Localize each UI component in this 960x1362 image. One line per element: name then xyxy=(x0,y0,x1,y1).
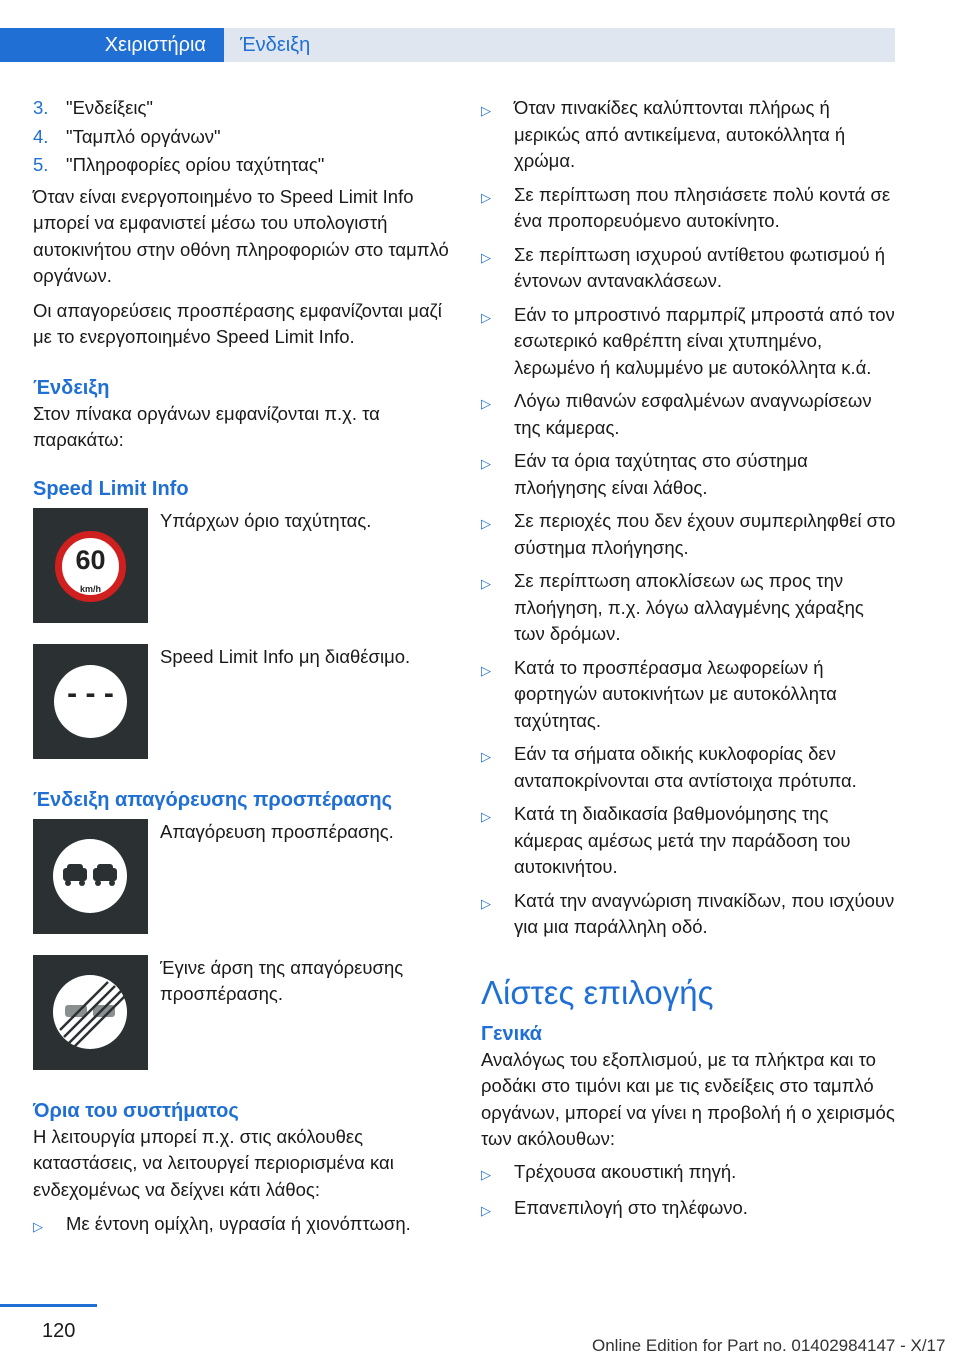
triangle-bullet-icon: ▷ xyxy=(481,895,491,911)
speed-limit-unavailable-image xyxy=(33,644,148,759)
paragraph: Οι απαγορεύσεις προσπέρασης εμφανίζονται μαζί με το ενεργοποιημένο Speed Limit Info. xyxy=(33,299,442,347)
triangle-bullet-icon: ▷ xyxy=(481,1166,491,1182)
figure-speed-limit xyxy=(33,508,451,623)
section-heading: Γενικά xyxy=(481,1022,542,1045)
figure-no-overtaking-end xyxy=(33,955,451,1070)
list-item: ▷ Λόγω πιθανών εσφαλμένων αναγνωρίσεων της κάμερας. xyxy=(481,388,899,441)
subsection-heading: Speed Limit Info xyxy=(33,477,189,500)
speed-limit-60-image xyxy=(33,508,148,623)
chapter-heading: Λίστες επιλογής xyxy=(481,973,714,1011)
section-heading: Ένδειξη απαγόρευσης προσπέρασης xyxy=(33,788,392,811)
paragraph: Αναλόγως του εξοπλισμού, με τα πλήκτρα και το ροδάκι στο τιμόνι και με τις ενδείξεις στο ταμπλό οργάνων, μπορεί να γίνει η προβολή ή ο χειρισμός των ακόλουθων: xyxy=(481,1048,895,1149)
section-heading: Όρια του συστήματος xyxy=(33,1099,239,1122)
right-column xyxy=(481,95,899,1232)
header-bar xyxy=(0,0,960,62)
paragraph: Η λειτουργία μπορεί π.χ. στις ακόλουθες καταστάσεις, να λειτουργεί περιορισμένα και ενδεχομένως να δείχνει κάτι λάθος: xyxy=(33,1125,394,1200)
triangle-bullet-icon: ▷ xyxy=(481,576,491,591)
triangle-bullet-icon: ▷ xyxy=(481,249,491,265)
triangle-bullet-icon: ▷ xyxy=(481,103,491,118)
list-item: 5. "Πληροφορίες ορίου ταχύτητας" xyxy=(33,154,325,175)
figure-caption: Υπάρχων όριο ταχύτητας. xyxy=(160,509,372,531)
left-column xyxy=(33,95,451,1248)
header-tab-display[interactable]: Ένδειξη xyxy=(224,28,895,62)
list-item: ▷ Όταν πινακίδες καλύπτονται πλήρως ή μερικώς από αντικείμενα, αυτοκόλλητα ή χρώμα. xyxy=(481,95,899,175)
list-item: 4. "Ταμπλό οργάνων" xyxy=(33,125,221,147)
triangle-bullet-icon: ▷ xyxy=(481,662,491,678)
triangle-bullet-icon: ▷ xyxy=(33,1219,43,1234)
list-item: ▷ Τρέχουσα ακουστική πηγή. xyxy=(481,1159,899,1189)
figure-caption: Απαγόρευση προσπέρασης. xyxy=(160,820,394,842)
section-heading: Ένδειξη xyxy=(33,376,110,399)
triangle-bullet-icon: ▷ xyxy=(481,396,491,411)
triangle-bullet-icon: ▷ xyxy=(481,456,491,471)
no-overtaking-image xyxy=(33,819,148,934)
triangle-bullet-icon: ▷ xyxy=(481,189,491,205)
figure-speed-limit-unavailable xyxy=(33,644,451,759)
edition-note: Online Edition for Part no. 01402984147 - X/17 xyxy=(592,1336,946,1355)
footer-rule xyxy=(0,1304,97,1307)
list-item: ▷ Εάν τα σήματα οδικής κυκλοφορίας δεν ανταποκρίνονται στα αντίστοιχα πρότυπα. xyxy=(481,741,899,794)
list-item: ▷ Σε περίπτωση αποκλίσεων ως προς την πλοήγηση, π.χ. λόγω αλλαγμένης χάραξης των δρόμων. xyxy=(481,568,899,648)
list-item: ▷ Επανεπιλογή στο τηλέφωνο. xyxy=(481,1195,899,1225)
list-item: ▷ Κατά την αναγνώριση πινακίδων, που ισχύουν για μια παράλληλη οδό. xyxy=(481,888,899,941)
end-no-overtaking-sign-icon xyxy=(33,955,148,1070)
list-item: ▷ Εάν το μπροστινό παρμπρίζ μπροστά από τον εσωτερικό καθρέπτη είναι χτυπημένο, λερωμένο ή καλυμμένο με αυτοκόλλητα κ.ά. xyxy=(481,302,899,382)
figure-no-overtaking xyxy=(33,819,451,934)
list-item: 3. "Ενδείξεις" xyxy=(33,97,153,118)
figure-caption: Έγινε άρση της απαγόρευσης προσπέρασης. xyxy=(160,956,404,1004)
unavailable-sign-icon: - - - xyxy=(54,665,127,738)
list-item: ▷ Εάν τα όρια ταχύτητας στο σύστημα πλοήγησης είναι λάθος. xyxy=(481,448,899,501)
figure-caption: Speed Limit Info μη διαθέσιμο. xyxy=(160,645,411,667)
no-overtaking-end-image xyxy=(33,955,148,1070)
header-tab-controls[interactable]: Χειριστήρια xyxy=(0,28,224,62)
list-item: ▷ Κατά το προσπέρασμα λεωφορείων ή φορτηγών αυτοκινήτων με αυτοκόλλητα ταχύτητας. xyxy=(481,655,899,735)
page-number: 120 xyxy=(42,1320,76,1342)
no-overtaking-sign-icon xyxy=(33,819,148,934)
list-item: ▷ Σε περιοχές που δεν έχουν συμπεριληφθεί στο σύστημα πλοήγησης. xyxy=(481,508,899,561)
triangle-bullet-icon: ▷ xyxy=(481,749,491,764)
list-item: ▷ Με έντονη ομίχλη, υγρασία ή χιονόπτωση. xyxy=(33,1211,451,1241)
triangle-bullet-icon: ▷ xyxy=(481,809,491,824)
list-item: ▷ Κατά τη διαδικασία βαθμονόμησης της κάμερας αμέσως μετά την παράδοση του αυτοκινήτου. xyxy=(481,801,899,881)
list-item: ▷ Σε περίπτωση που πλησιάσετε πολύ κοντά σε ένα προπορευόμενο αυτοκίνητο. xyxy=(481,182,899,235)
triangle-bullet-icon: ▷ xyxy=(481,516,491,531)
paragraph: Όταν είναι ενεργοποιημένο το Speed Limit Info μπορεί να εμφανιστεί μέσω του υπολογιστή αυτοκινήτου στην οθόνη πληροφοριών στο ταμπλό οργάνων. xyxy=(33,185,449,286)
triangle-bullet-icon: ▷ xyxy=(481,1203,491,1218)
triangle-bullet-icon: ▷ xyxy=(481,309,491,325)
list-item: ▷ Σε περίπτωση ισχυρού αντίθετου φωτισμού ή έντονων αντανακλάσεων. xyxy=(481,242,899,295)
paragraph: Στον πίνακα οργάνων εμφανίζονται π.χ. τα παρακάτω: xyxy=(33,402,380,450)
speed-limit-sign-icon: 60 km/h xyxy=(55,531,126,602)
